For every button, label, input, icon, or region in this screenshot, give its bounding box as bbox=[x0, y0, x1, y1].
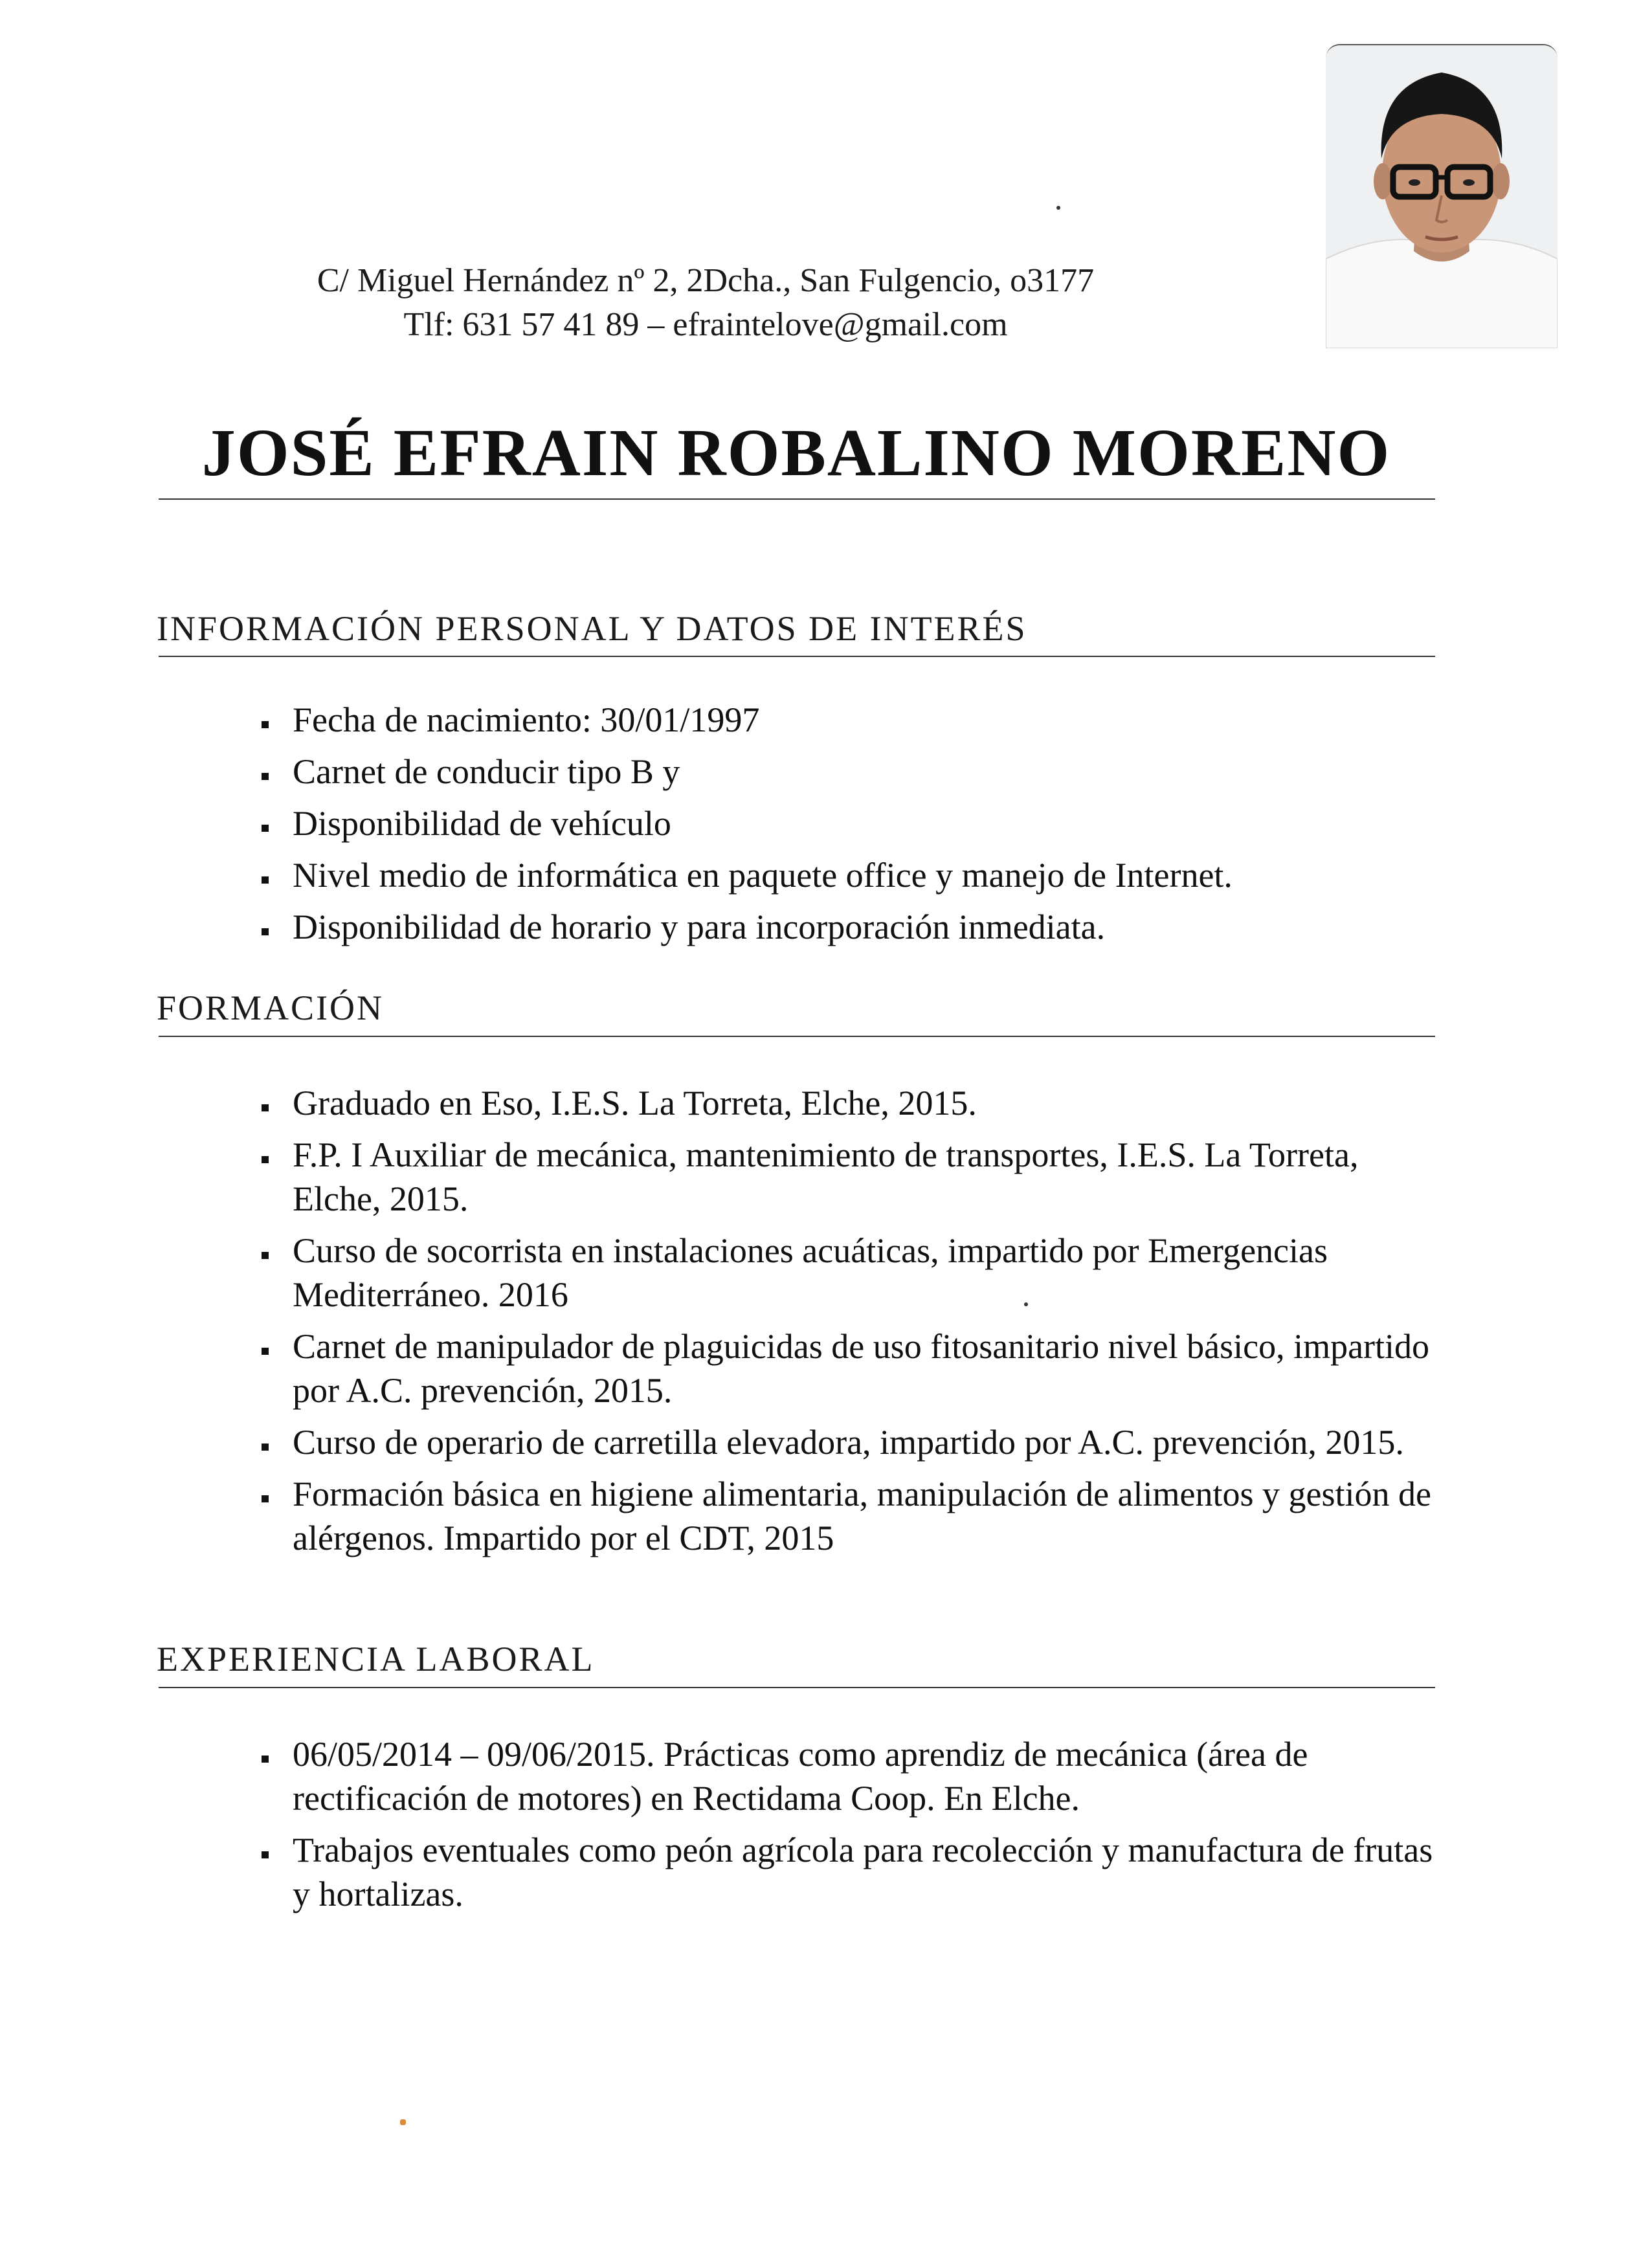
contact-phone-email: Tlf: 631 57 41 89 – efraintelove@gmail.com bbox=[403, 306, 1008, 343]
portrait-image bbox=[1326, 45, 1557, 348]
list-item: Formación básica en higiene alimentaria, manipulación de alimentos y gestión de alérgenos. Impartido por el CDT, 2015 bbox=[259, 1472, 1444, 1560]
list-education bbox=[259, 1081, 1444, 1568]
list-work-experience bbox=[259, 1732, 1444, 1924]
list-item: Curso de socorrista en instalaciones acuáticas, impartido por Emergencias Mediterráneo. 2016 bbox=[259, 1229, 1444, 1317]
list-personal-info bbox=[259, 698, 1444, 957]
contact-address: C/ Miguel Hernández nº 2, 2Dcha., San Fulgencio, o3177 bbox=[317, 262, 1095, 299]
section-rule-work-experience bbox=[159, 1687, 1435, 1688]
scan-speck bbox=[1056, 206, 1060, 210]
list-item: Disponibilidad de horario y para incorporación inmediata. bbox=[259, 905, 1444, 949]
contact-block bbox=[220, 259, 1191, 347]
list-item: Graduado en Eso, I.E.S. La Torreta, Elche, 2015. bbox=[259, 1081, 1444, 1125]
list-item: Disponibilidad de vehículo bbox=[259, 801, 1444, 845]
section-rule-education bbox=[159, 1036, 1435, 1037]
list-item: Carnet de manipulador de plaguicidas de uso fitosanitario nivel básico, impartido por A.C. prevención, 2015. bbox=[259, 1324, 1444, 1412]
section-title-personal-info: INFORMACIÓN PERSONAL Y DATOS DE INTERÉS bbox=[157, 609, 1027, 648]
section-title-education: FORMACIÓN bbox=[157, 988, 385, 1027]
list-item: F.P. I Auxiliar de mecánica, mantenimiento de transportes, I.E.S. La Torreta, Elche, 2015. bbox=[259, 1133, 1444, 1221]
scan-speck bbox=[400, 2119, 406, 2125]
name-underline bbox=[159, 498, 1435, 500]
list-item: Fecha de nacimiento: 30/01/1997 bbox=[259, 698, 1444, 742]
profile-photo bbox=[1326, 44, 1557, 348]
list-item: Carnet de conducir tipo B y bbox=[259, 750, 1444, 794]
section-rule-personal-info bbox=[159, 656, 1435, 657]
list-item: 06/05/2014 – 09/06/2015. Prácticas como aprendiz de mecánica (área de rectificación de motores) en Rectidama Coop. En Elche. bbox=[259, 1732, 1444, 1820]
scan-speck bbox=[1024, 1302, 1028, 1306]
list-item: Nivel medio de informática en paquete office y manejo de Internet. bbox=[259, 853, 1444, 897]
section-title-work-experience: EXPERIENCIA LABORAL bbox=[157, 1640, 595, 1678]
list-item: Trabajos eventuales como peón agrícola para recolección y manufactura de frutas y hortalizas. bbox=[259, 1828, 1444, 1916]
candidate-name: JOSÉ EFRAIN ROBALINO MORENO bbox=[201, 416, 1391, 490]
list-item: Curso de operario de carretilla elevadora, impartido por A.C. prevención, 2015. bbox=[259, 1420, 1444, 1464]
